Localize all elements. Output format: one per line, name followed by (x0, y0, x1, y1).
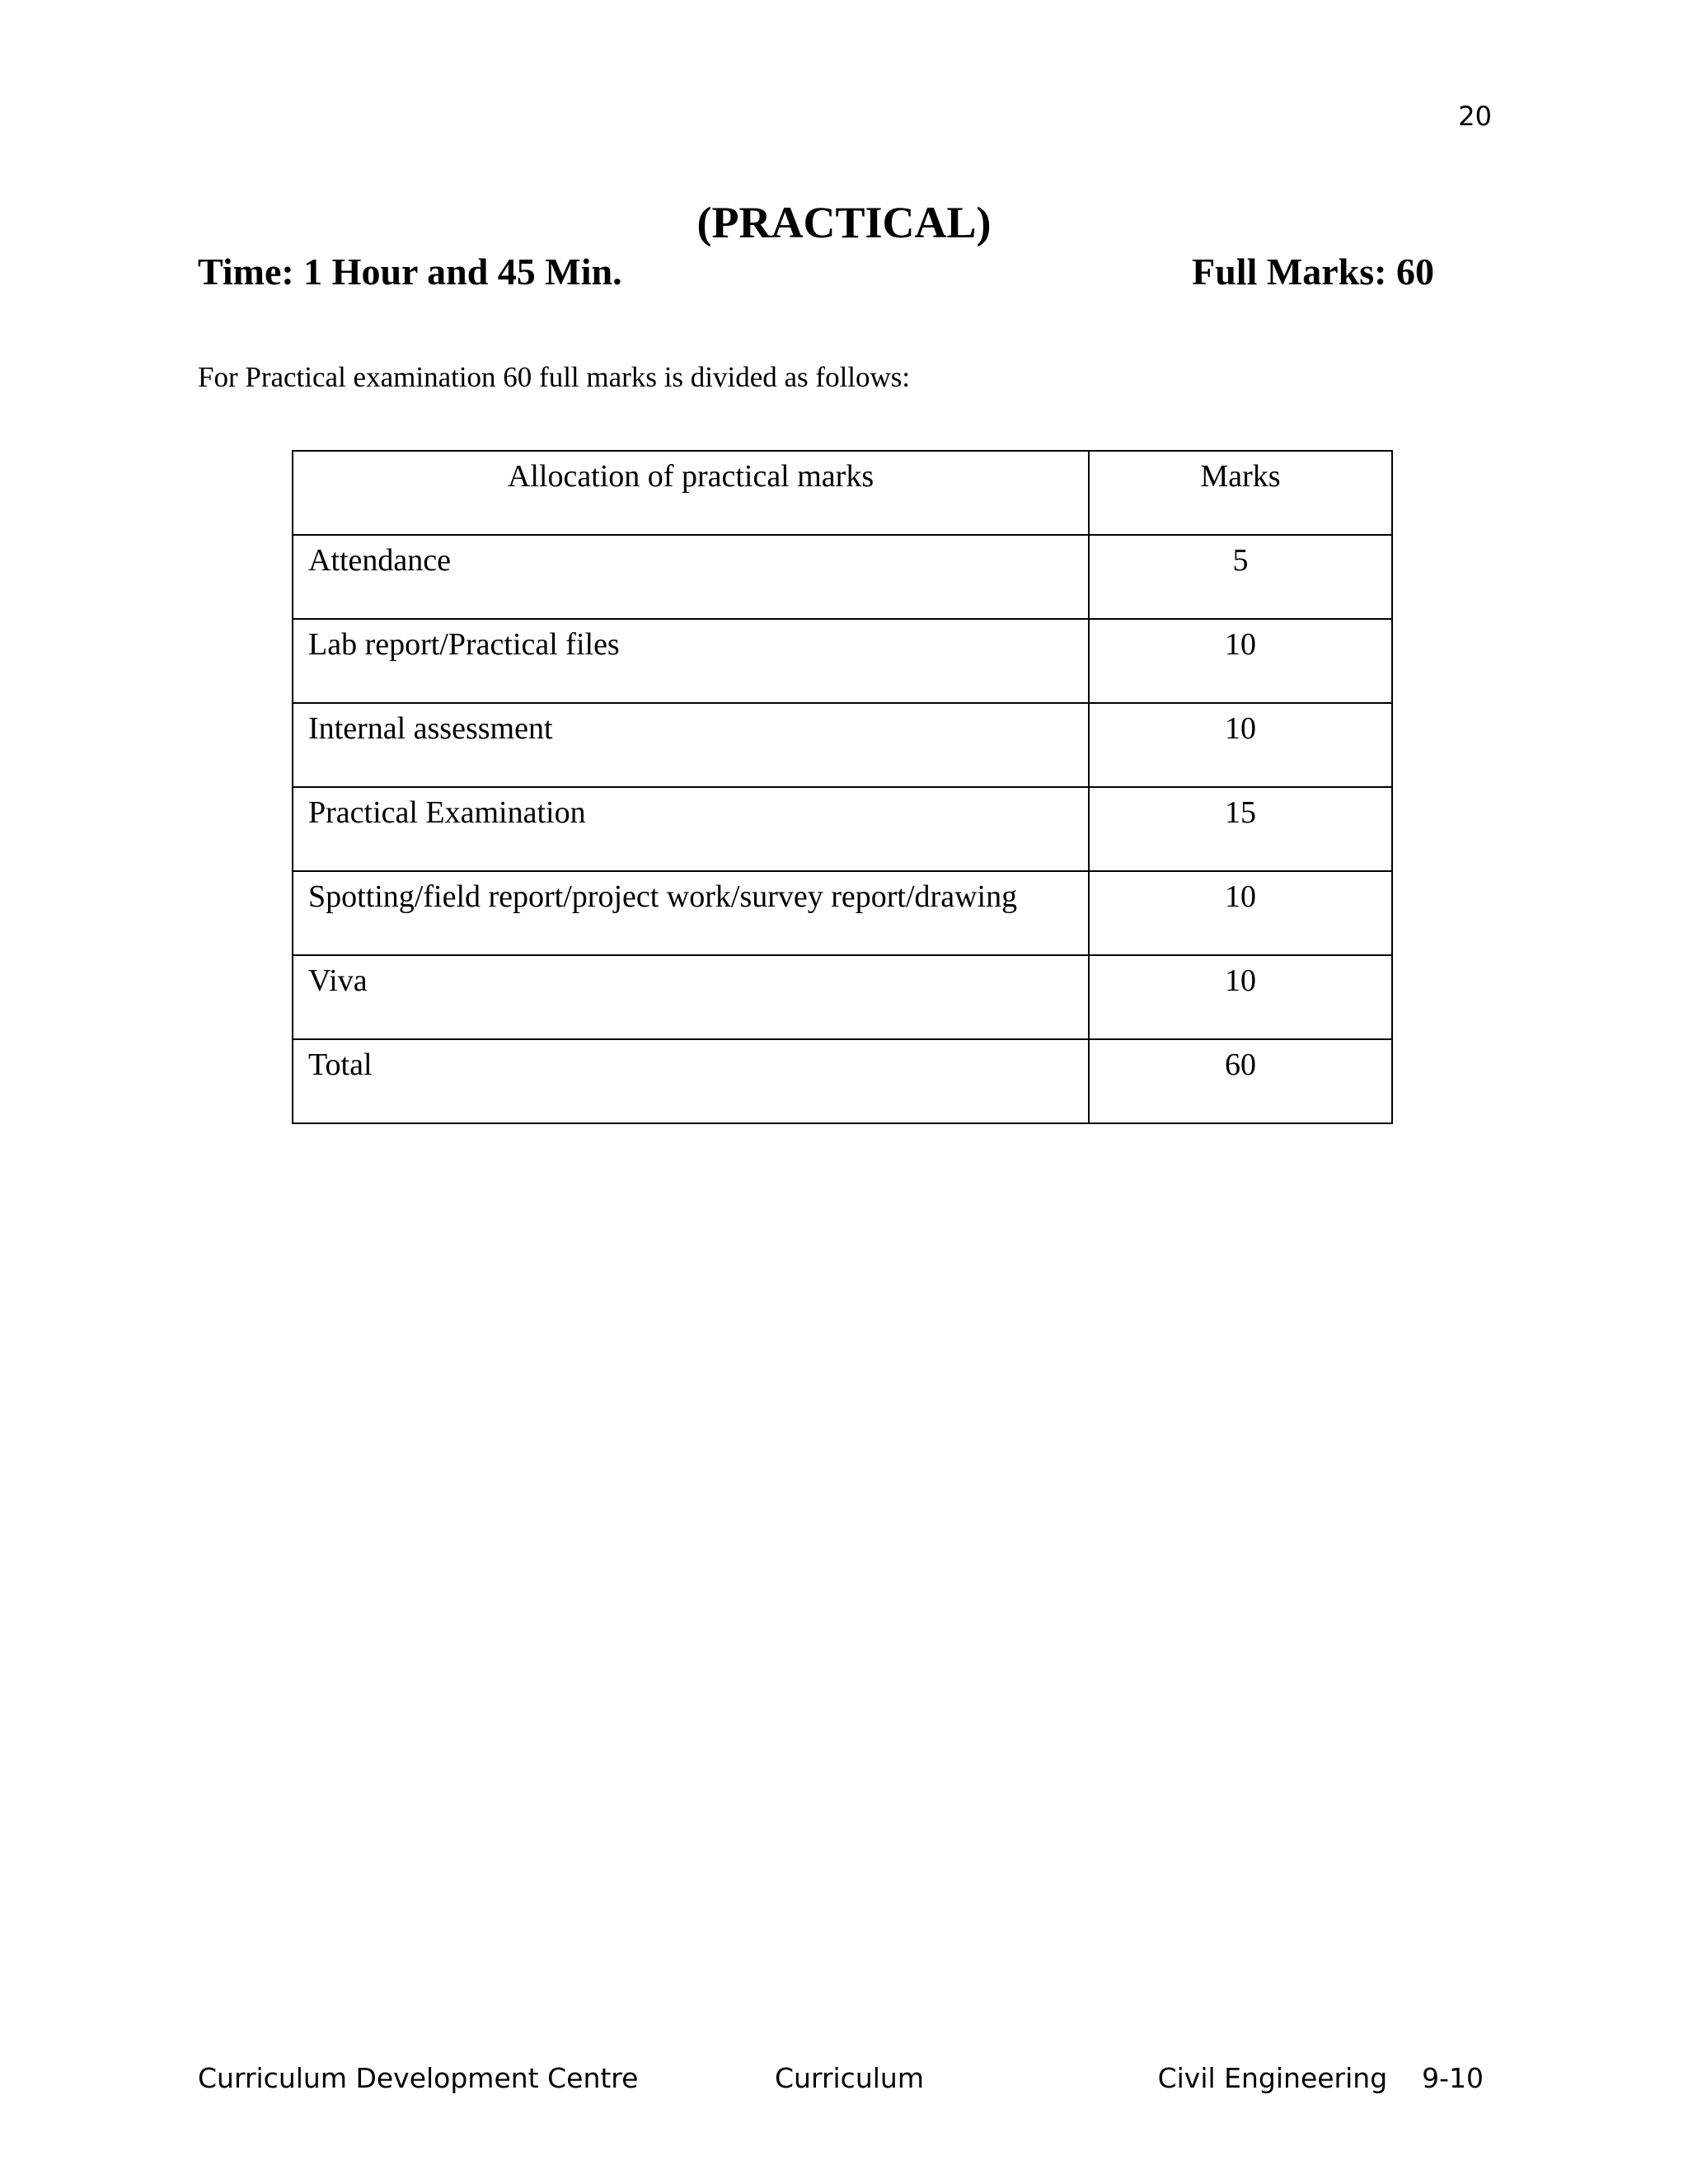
intro-text: For Practical examination 60 full marks is divided as follows: (198, 361, 911, 393)
item-cell (293, 787, 1089, 871)
table-row (293, 871, 1392, 955)
table-header-row (293, 451, 1392, 535)
marks-value: 5 (1232, 543, 1249, 578)
item-cell (293, 703, 1089, 787)
marks-cell (1089, 1039, 1392, 1123)
marks-allocation-table (292, 450, 1393, 1124)
marks-value: 10 (1225, 963, 1256, 998)
item-label: Practical Examination (308, 795, 586, 830)
footer-document-type: Curriculum (775, 2062, 924, 2094)
header-label: Allocation of practical marks (507, 459, 874, 494)
footer-organization: Curriculum Development Centre (198, 2062, 639, 2094)
item-cell (293, 1039, 1089, 1123)
table-row (293, 787, 1392, 871)
marks-value: 10 (1225, 879, 1256, 914)
exam-time: Time: 1 Hour and 45 Min. (198, 251, 622, 293)
item-label: Attendance (308, 543, 452, 578)
header-label: Marks (1200, 459, 1281, 494)
item-label: Viva (308, 963, 368, 998)
table-row (293, 619, 1392, 703)
item-label: Lab report/Practical files (308, 627, 620, 662)
header-cell-marks (1089, 451, 1392, 535)
item-cell (293, 871, 1089, 955)
item-label: Total (308, 1047, 373, 1082)
marks-cell (1089, 787, 1392, 871)
marks-value: 10 (1225, 711, 1256, 746)
marks-cell (1089, 871, 1392, 955)
marks-cell (1089, 619, 1392, 703)
marks-value: 15 (1225, 795, 1256, 830)
page-number: 20 (1458, 101, 1492, 132)
item-cell (293, 955, 1089, 1039)
table-row (293, 703, 1392, 787)
item-label: Internal assessment (308, 711, 553, 746)
marks-cell (1089, 955, 1392, 1039)
full-marks: Full Marks: 60 (1192, 251, 1434, 293)
marks-value: 10 (1225, 627, 1256, 662)
marks-cell (1089, 535, 1392, 619)
item-cell (293, 535, 1089, 619)
page-title: (PRACTICAL) (696, 198, 992, 247)
marks-cell (1089, 703, 1392, 787)
table-row (293, 535, 1392, 619)
item-cell (293, 619, 1089, 703)
table-row (293, 955, 1392, 1039)
table-row-total (293, 1039, 1392, 1123)
header-cell-allocation (293, 451, 1089, 535)
item-label: Spotting/field report/project work/survey report/drawing (308, 879, 1018, 914)
footer-program: Civil Engineering 9-10 (1157, 2062, 1484, 2094)
marks-value: 60 (1225, 1047, 1256, 1082)
